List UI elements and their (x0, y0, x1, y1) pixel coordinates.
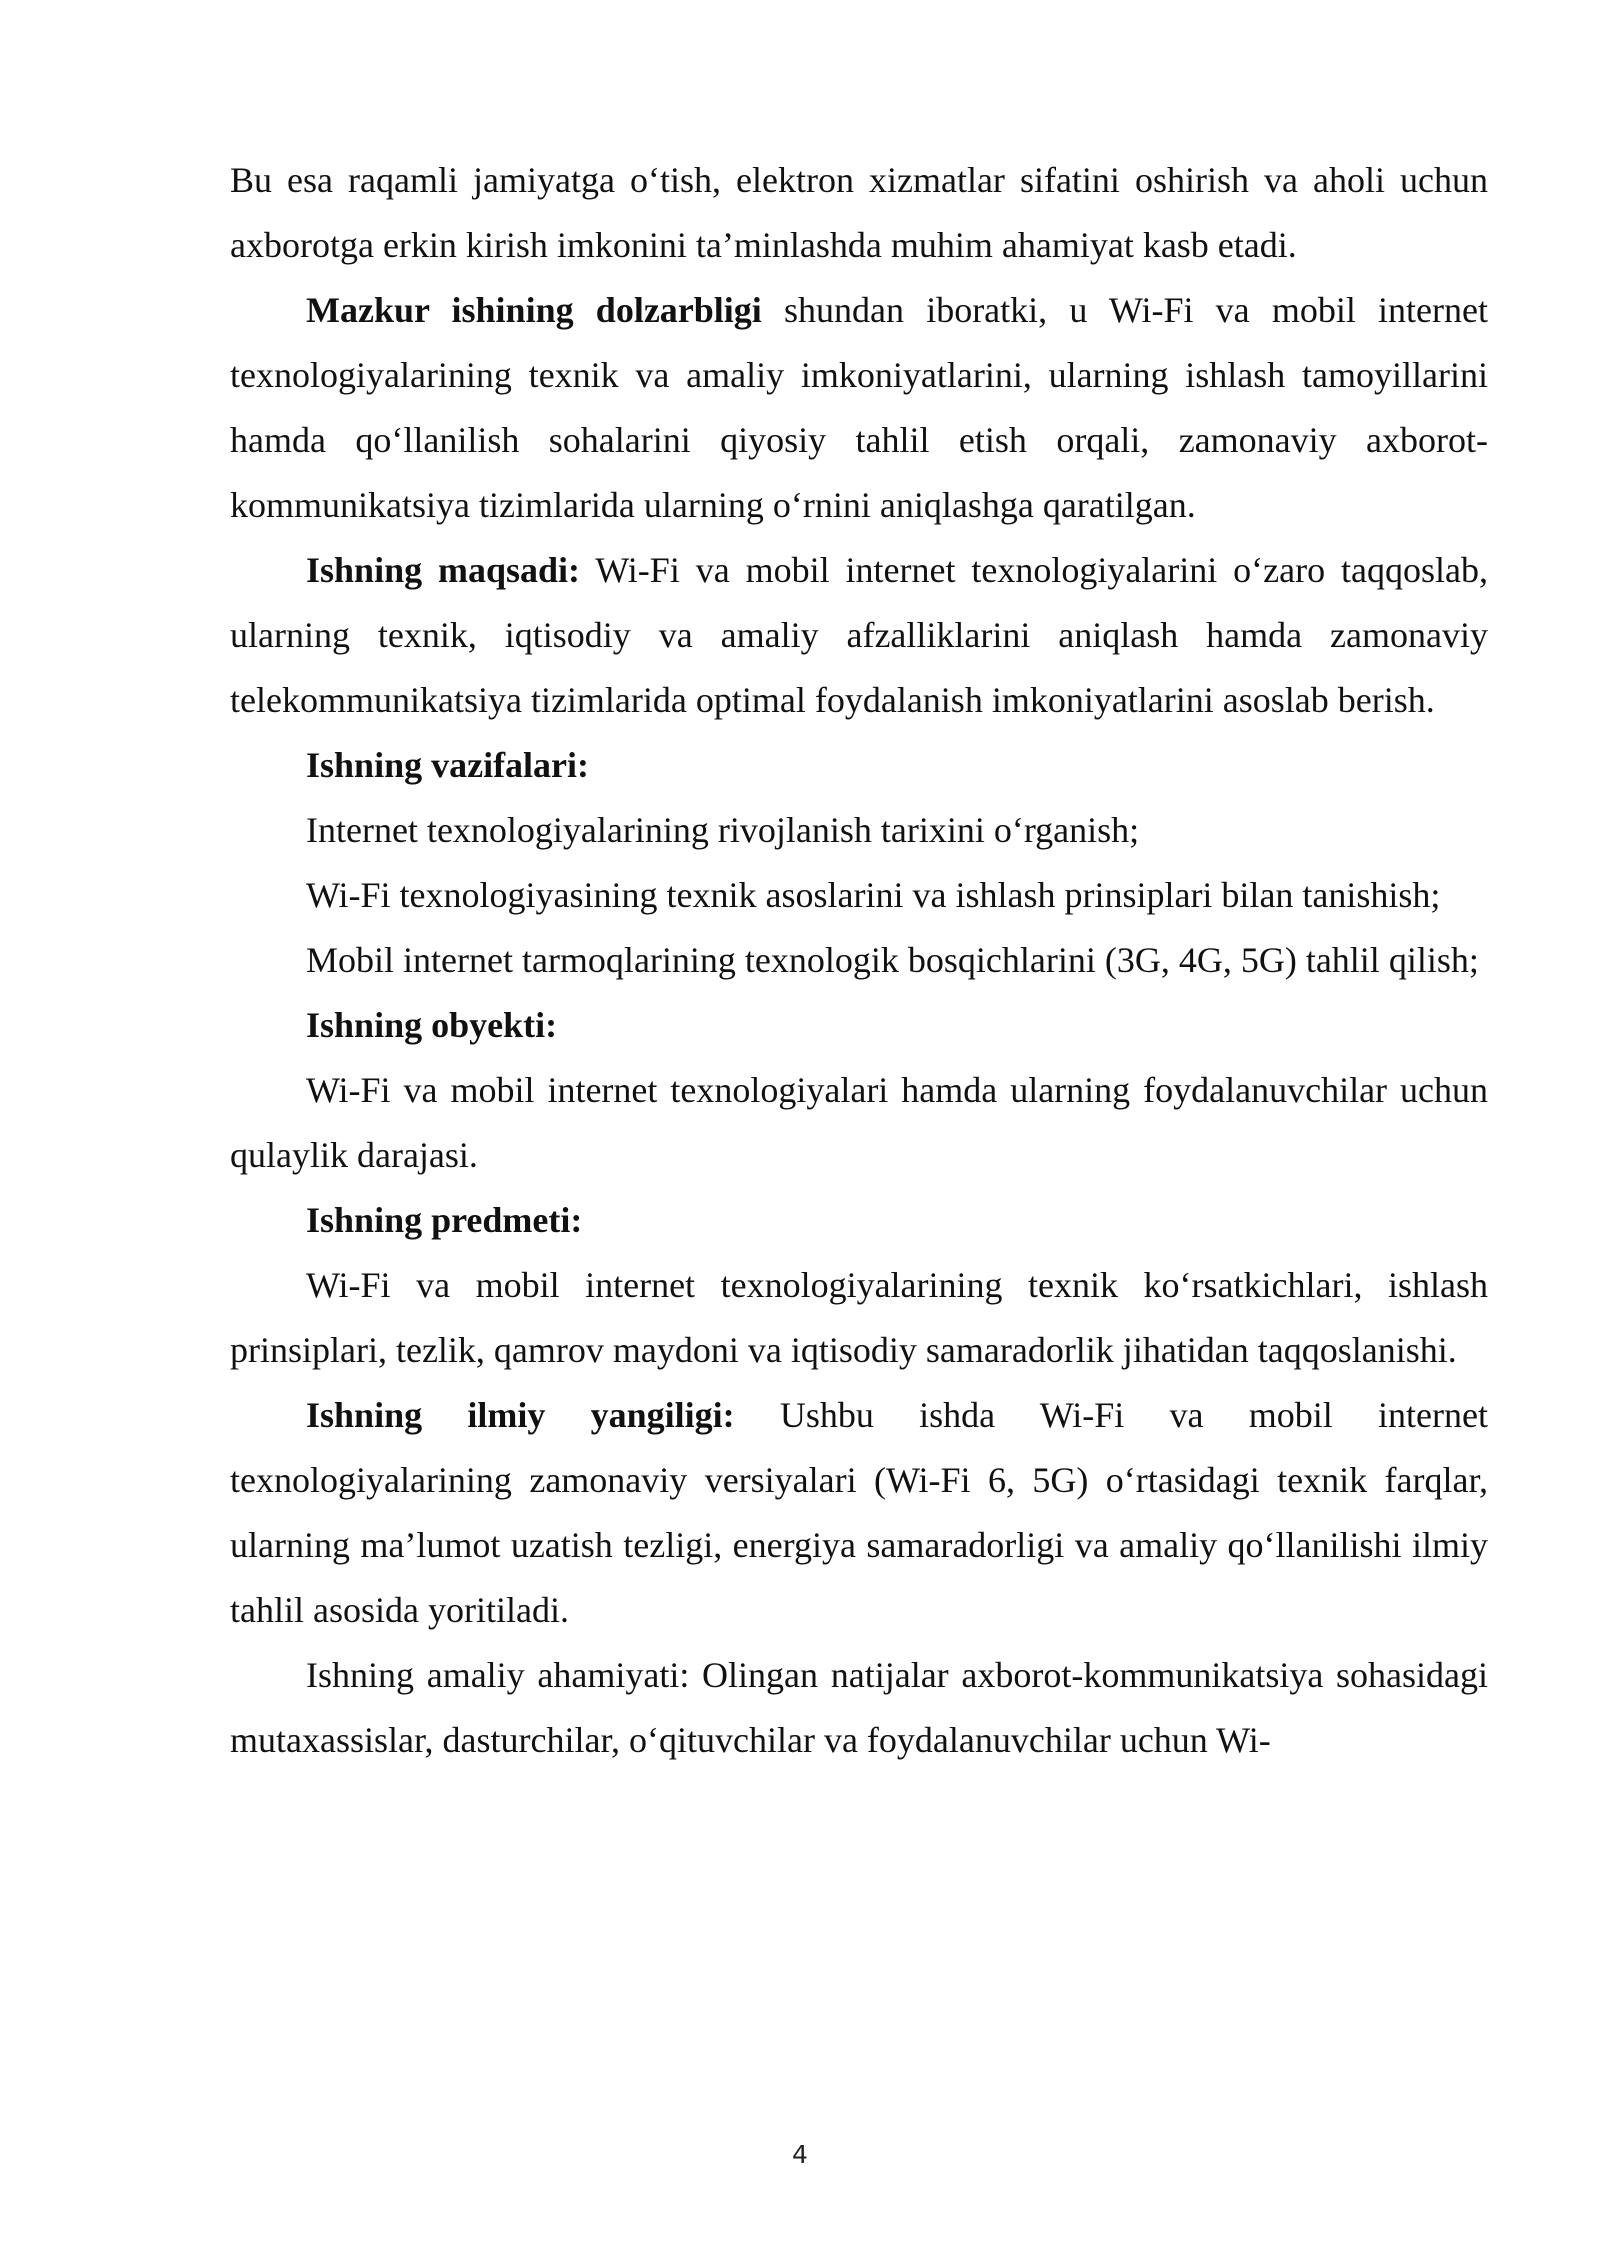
paragraph-object (230, 1058, 1488, 1188)
paragraph-practical-significance (230, 1643, 1488, 1773)
heading-subject (230, 1188, 1488, 1253)
paragraph-scientific-novelty (230, 1383, 1488, 1643)
paragraph-lead: Ishning ilmiy yangiligi: (306, 1395, 735, 1435)
paragraph-text: Ushbu ishda Wi-Fi va mobil internet texnologiyalarining zamonaviy versiyalari (Wi-Fi 6, 5G) o‘rtasidagi texnik farqlar, ularning ma’lumot uzatish tezligi, energiya samaradorligi va amaliy qo‘llanilishi ilmiy tahlil asosida yoritiladi. (230, 1395, 1488, 1630)
paragraph-text: Internet texnologiyalarining rivojlanish tarixini o‘rganish; (306, 810, 1140, 850)
paragraph-lead: Ishning maqsadi: (306, 550, 581, 590)
paragraph-text: shundan iboratki, u Wi-Fi va mobil internet texnologiyalarining texnik va amaliy imkoniyatlarini, ularning ishlash tamoyillarini hamda qo‘llanilish sohalarini qiyosiy tahlil etish orqali, zamonaviy axborot-kommunikatsiya tizimlarida ularning o‘rnini aniqlashga qaratilgan. (230, 290, 1488, 525)
paragraph-text: Wi-Fi va mobil internet texnologiyalari hamda ularning foydalanuvchilar uchun qulaylik darajasi. (230, 1070, 1488, 1175)
paragraph-text: Mobil internet tarmoqlarining texnologik bosqichlarini (3G, 4G, 5G) tahlil qilish; (306, 940, 1479, 980)
paragraph-text: Wi-Fi va mobil internet texnologiyalarini o‘zaro taqqoslab, ularning texnik, iqtisodiy va amaliy afzalliklarini aniqlash hamda zamonaviy telekommunikatsiya tizimlarida optimal foydalanish imkoniyatlarini asoslab berish. (230, 550, 1488, 720)
page-number: 4 (792, 2140, 808, 2169)
paragraph-lead: Mazkur ishining dolzarbligi (306, 290, 762, 330)
heading-tasks (230, 733, 1488, 798)
paragraph-text: Wi-Fi texnologiyasining texnik asoslarini va ishlash prinsiplari bilan tanishish; (306, 875, 1441, 915)
paragraph-relevance (230, 278, 1488, 538)
body-text (230, 148, 1488, 1773)
paragraph-text: Ishning amaliy ahamiyati: Olingan natijalar axborot-kommunikatsiya sohasidagi mutaxassislar, dasturchilar, o‘qituvchilar va foydalanuvchilar uchun Wi- (230, 1655, 1488, 1760)
paragraph-lead: Ishning obyekti: (306, 1005, 558, 1045)
paragraph-goal (230, 538, 1488, 733)
paragraph-subject (230, 1253, 1488, 1383)
paragraph-lead: Ishning predmeti: (306, 1200, 583, 1240)
paragraph-intro-continuation (230, 148, 1488, 278)
paragraph-text: Bu esa raqamli jamiyatga o‘tish, elektron xizmatlar sifatini oshirish va aholi uchun axborotga erkin kirish imkonini ta’minlashda muhim ahamiyat kasb etadi. (230, 160, 1488, 265)
task-item (230, 928, 1488, 993)
paragraph-text: Wi-Fi va mobil internet texnologiyalarining texnik ko‘rsatkichlari, ishlash prinsiplari, tezlik, qamrov maydoni va iqtisodiy samaradorlik jihatidan taqqoslanishi. (230, 1265, 1488, 1370)
task-item (230, 863, 1488, 928)
paragraph-lead: Ishning vazifalari: (306, 745, 590, 785)
task-item (230, 798, 1488, 863)
heading-object (230, 993, 1488, 1058)
